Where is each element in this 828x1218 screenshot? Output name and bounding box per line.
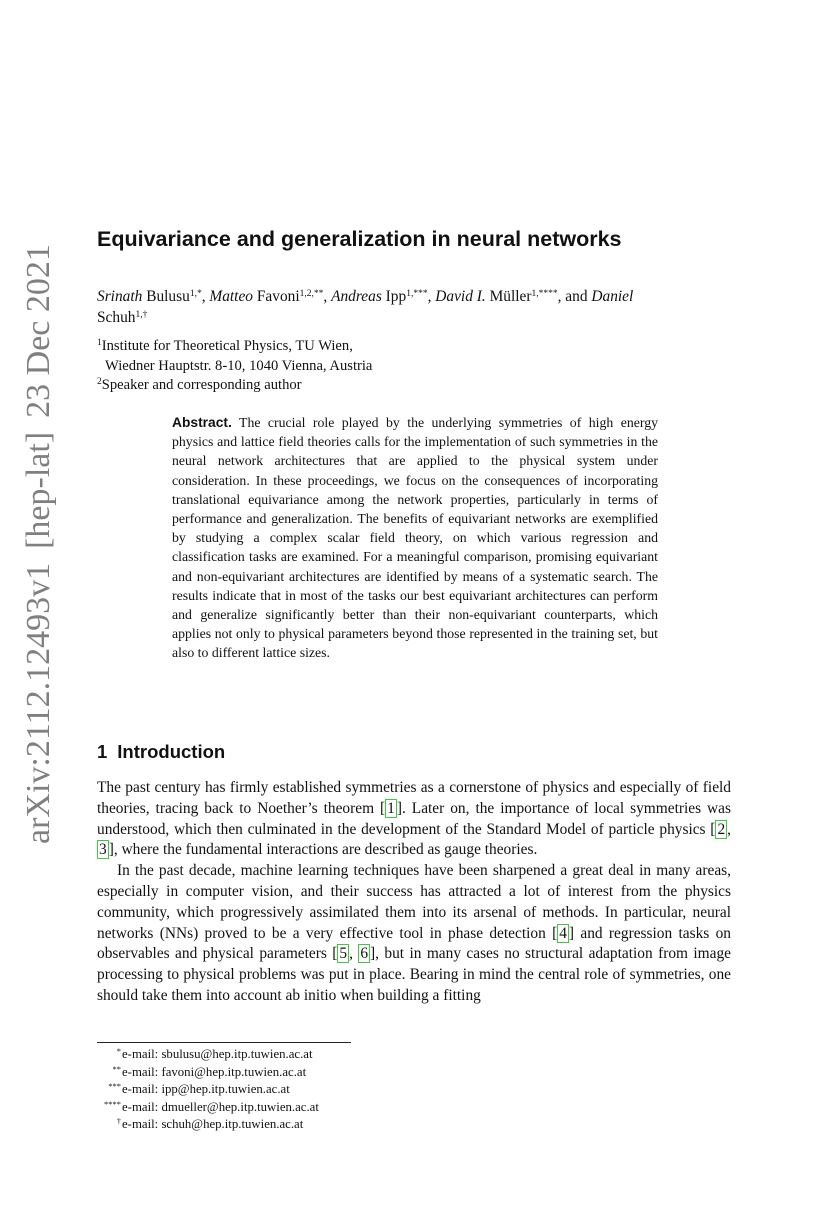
footnote-mark: **** [104,1098,121,1109]
footnote [97,1116,417,1134]
citation-link[interactable]: 6 [360,945,369,963]
author-first-name: Srinath [97,288,143,305]
footnote [97,1099,417,1117]
body-text [97,778,731,1007]
footnote-mark: ** [112,1063,121,1074]
affiliation-line: Speaker and corresponding author [101,377,302,393]
paragraph-text: In the past decade, machine learning techniques have been sharpened a great deal in many areas, especially in computer vision, and their success has attracted a lot of interest from the physics community, which progressively assimilated them into its arsenal of methods. In particular, neural networks (NNs) proved to be a very effective tool in phase detection [ [97,862,731,942]
author-affil-mark: 1,2,** [299,289,324,299]
affiliation-mark: 2 [97,377,102,387]
author-first-name: Andreas [331,288,382,305]
author-affil-mark: 1,**** [531,289,558,299]
paragraph-text: ], where the fundamental interactions are described as gauge theories. [108,841,538,859]
footnote-mark: † [116,1116,121,1127]
paragraph-text: ] and regression tasks on observables and physical parameters [ [97,924,731,963]
footnote-rule [97,1042,351,1043]
footnote-email: e-mail: favoni@hep.itp.tuwien.ac.at [122,1064,307,1079]
arxiv-stamp [18,204,60,844]
author-first-name: Daniel [591,288,634,305]
author-last-name: Schuh [97,309,136,326]
author-affil-mark: 1,*** [406,289,428,299]
arxiv-date: 23 Dec 2021 [20,244,57,418]
footnote [97,1064,417,1082]
abstract [172,413,658,663]
footnote-email: e-mail: schuh@hep.itp.tuwien.ac.at [122,1117,304,1132]
citation-separator: , [349,945,359,963]
author-last-name: Müller [489,288,532,305]
footnote-email: e-mail: dmueller@hep.itp.tuwien.ac.at [122,1099,319,1114]
abstract-label: Abstract. [172,415,232,430]
section-number: 1 [97,741,108,762]
citation-link[interactable]: 1 [387,799,395,817]
section-heading [97,740,731,764]
footnote-mark: *** [108,1081,121,1092]
footnote-mark: * [116,1046,121,1056]
abstract-text: The crucial role played by the underlying symmetries of high energy physics and lattice field theories calls for the implementation of such symmetries in the neural network architectures that are applied to the physical system under consideration. In these proceedings, we focus on the consequences of incorporating translational equivariance among the network properties, particularly in terms of performance and generalization. The benefits of equivariant networks are exemplified by studying a complex scalar field theory, on which various regression and classification tasks are examined. For a meaningful comparison, promising equivariant and non-equivariant architectures are identified by means of a systematic search. The results indicate that in most of the tasks our best equivariant architectures can perform and generalize significantly better than their non-equivariant counterparts, which applies not only to physical parameters beyond those represented in the training set, but also to different lattice sizes. [172,415,659,661]
citation-link[interactable]: 3 [99,841,107,859]
author-first-name: Matteo [209,288,253,305]
paragraph-text: ], but in many cases no structural adaptation from image processing to physical problems was put in place. Bearing in mind the central role of symmetries, one should take them into account ab initio when building a fitting [97,945,731,1004]
paragraph-text: ]. Later on, the importance of local symmetries was understood, which then culminated in the development of the Standard Model of particle physics [ [97,799,731,838]
affiliation-2 [97,376,731,396]
footnote [97,1046,417,1064]
arxiv-category: [hep-lat] [20,431,57,549]
citation-link[interactable]: 4 [559,924,567,942]
footnote [97,1081,417,1099]
author-and: and [565,288,588,305]
affiliation-1 [97,337,731,357]
footnote-email: e-mail: ipp@hep.itp.tuwien.ac.at [122,1082,290,1097]
author-affil-mark: 1,† [135,310,148,320]
section-title: Introduction [117,741,226,762]
citation-link[interactable]: 5 [339,945,348,963]
author-last-name: Favoni [256,288,300,305]
author-list: Srinath Bulusu$^{1,*}$, Matteo Favoni$^{1,2,**}$, Andreas Ipp$^{1,***}$, David I. Müller$^{1,****}$, and Daniel Schuh$^{1,\dagger}$ [97,288,634,326]
paragraph [97,778,731,861]
author-affil-mark: 1,* [189,289,202,299]
affiliation-address: Wiedner Hauptstr. 8-10, 1040 Vienna, Austria [105,357,373,374]
citation-separator: , [727,820,731,838]
affiliation-line: Institute for Theoretical Physics, TU Wien, [101,338,353,354]
author-last-name: Ipp [385,288,407,305]
paragraph [97,861,731,1007]
paragraph-text: The past century has firmly established symmetries as a cornerstone of physics and especially of field theories, tracing back to Noether’s theorem [ [97,779,731,817]
author-last-name: Bulusu [146,288,190,305]
affiliations [97,337,731,396]
citation-link[interactable]: 2 [717,820,726,838]
author-first-name: David I. [435,288,486,305]
footnote-email: e-mail: sbulusu@hep.itp.tuwien.ac.at [122,1047,313,1061]
arxiv-id: arXiv:2112.12493v1 [20,562,57,844]
footnotes [97,1046,417,1134]
affiliation-mark: 1 [97,338,102,348]
paper-title: Equivariance and generalization in neural networks [97,227,622,251]
